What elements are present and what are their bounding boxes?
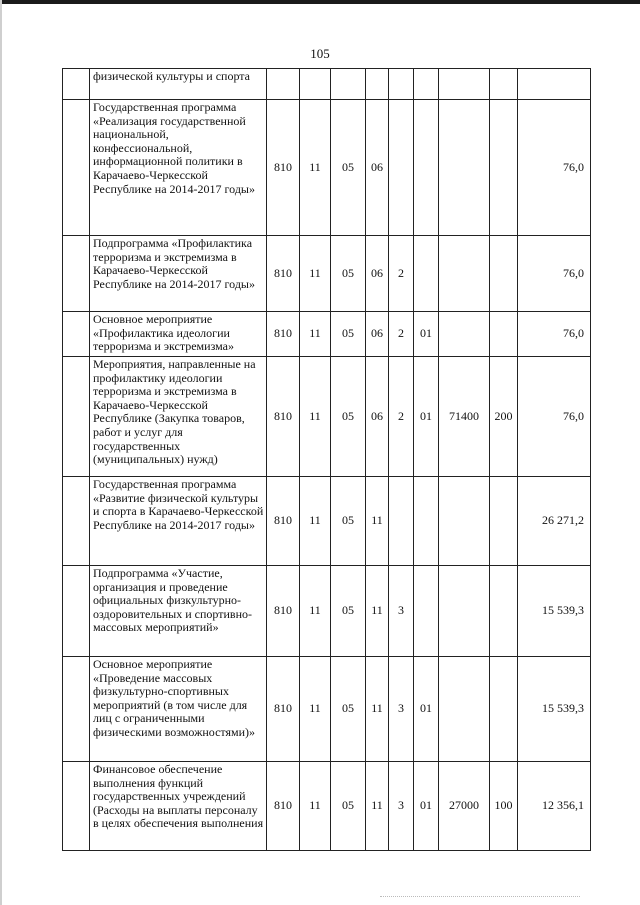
code-col-2-cell: 11: [300, 657, 331, 762]
table-row: [63, 100, 591, 236]
code-col-2-cell: 11: [300, 566, 331, 657]
code-col-4-cell: 11: [366, 566, 389, 657]
code-col-6-cell: [414, 477, 439, 566]
code-col-6-cell: [414, 236, 439, 312]
code-col-8-cell: 100: [490, 762, 518, 851]
description-cell: Основное мероприятие «Профилактика идеологии терроризма и экстремизма»: [90, 312, 267, 357]
amount-cell: 76,0: [518, 100, 591, 236]
code-col-3-cell: 05: [331, 312, 366, 357]
row-index-cell: [63, 312, 90, 357]
code-col-7-cell: [439, 566, 490, 657]
code-col-4-cell: 11: [366, 762, 389, 851]
scan-left-edge: [0, 0, 2, 905]
row-index-cell: [63, 566, 90, 657]
code-col-8-cell: [490, 477, 518, 566]
description-cell: Подпрограмма «Участие, организация и проведение официальных физкультурно-оздоровительных и спортивно-массовых мероприятий»: [90, 566, 267, 657]
code-col-7-cell: [439, 312, 490, 357]
table-row: [63, 762, 591, 851]
description-cell: Подпрограмма «Профилактика терроризма и экстремизма в Карачаево-Черкесской Республике на 2014-2017 годы»: [90, 236, 267, 312]
code-col-8-cell: 200: [490, 357, 518, 477]
code-col-3-cell: 05: [331, 100, 366, 236]
code-col-7-cell: [439, 100, 490, 236]
code-col-4-cell: 06: [366, 100, 389, 236]
code-col-7-cell: [439, 657, 490, 762]
table-row: [63, 236, 591, 312]
code-col-7-cell: [439, 477, 490, 566]
code-col-5-cell: 3: [389, 566, 414, 657]
code-col-3-cell: 05: [331, 657, 366, 762]
code-col-1-cell: 810: [267, 657, 300, 762]
code-col-7-cell: [439, 69, 490, 100]
code-col-7-cell: 71400: [439, 357, 490, 477]
code-col-8-cell: [490, 312, 518, 357]
code-col-3-cell: [331, 69, 366, 100]
code-col-6-cell: [414, 566, 439, 657]
code-col-6-cell: [414, 100, 439, 236]
code-col-1-cell: 810: [267, 357, 300, 477]
row-index-cell: [63, 69, 90, 100]
code-col-4-cell: 06: [366, 312, 389, 357]
code-col-3-cell: 05: [331, 566, 366, 657]
code-col-4-cell: 06: [366, 236, 389, 312]
table-row: [63, 657, 591, 762]
code-col-1-cell: [267, 69, 300, 100]
code-col-2-cell: 11: [300, 236, 331, 312]
table-body: [63, 69, 591, 851]
code-col-1-cell: 810: [267, 236, 300, 312]
page-number: 105: [310, 46, 330, 61]
code-col-6-cell: 01: [414, 312, 439, 357]
code-col-5-cell: 3: [389, 657, 414, 762]
code-col-4-cell: 11: [366, 657, 389, 762]
code-col-1-cell: 810: [267, 312, 300, 357]
code-col-8-cell: [490, 657, 518, 762]
table-row: [63, 566, 591, 657]
table-row: [63, 357, 591, 477]
code-col-6-cell: [414, 69, 439, 100]
code-col-1-cell: 810: [267, 566, 300, 657]
scan-top-border: [0, 0, 640, 4]
code-col-8-cell: [490, 69, 518, 100]
code-col-5-cell: 2: [389, 357, 414, 477]
code-col-1-cell: 810: [267, 100, 300, 236]
code-col-2-cell: 11: [300, 477, 331, 566]
code-col-5-cell: [389, 100, 414, 236]
description-cell: Государственная программа «Развитие физической культуры и спорта в Карачаево-Черкесской Республике на 2014-2017 годы»: [90, 477, 267, 566]
amount-cell: 76,0: [518, 357, 591, 477]
code-col-2-cell: 11: [300, 312, 331, 357]
scan-artifact: [380, 896, 580, 899]
code-col-4-cell: 11: [366, 477, 389, 566]
code-col-3-cell: 05: [331, 762, 366, 851]
amount-cell: 12 356,1: [518, 762, 591, 851]
code-col-3-cell: 05: [331, 477, 366, 566]
code-col-3-cell: 05: [331, 357, 366, 477]
code-col-4-cell: 06: [366, 357, 389, 477]
code-col-1-cell: 810: [267, 762, 300, 851]
row-index-cell: [63, 762, 90, 851]
code-col-6-cell: 01: [414, 357, 439, 477]
amount-cell: 15 539,3: [518, 657, 591, 762]
table-row: [63, 69, 591, 100]
row-index-cell: [63, 477, 90, 566]
code-col-8-cell: [490, 236, 518, 312]
code-col-3-cell: 05: [331, 236, 366, 312]
code-col-7-cell: [439, 236, 490, 312]
table-row: [63, 477, 591, 566]
description-cell: Мероприятия, направленные на профилактику идеологии терроризма и экстремизма в Карачаево-Черкесской Республике (Закупка товаров, работ и услуг для государственных (муниципальных) нужд): [90, 357, 267, 477]
budget-table: [62, 68, 591, 851]
amount-cell: 26 271,2: [518, 477, 591, 566]
amount-cell: 76,0: [518, 236, 591, 312]
table-row: [63, 312, 591, 357]
amount-cell: [518, 69, 591, 100]
code-col-7-cell: 27000: [439, 762, 490, 851]
description-cell: Основное мероприятие «Проведение массовых физкультурно-спортивных мероприятий (в том числе для лиц с ограниченными физическими возможностями)»: [90, 657, 267, 762]
code-col-2-cell: 11: [300, 357, 331, 477]
description-cell: Государственная программа «Реализация государственной национальной, конфессиональной, информационной политики в Карачаево-Черкесской Республике на 2014-2017 годы»: [90, 100, 267, 236]
code-col-8-cell: [490, 566, 518, 657]
code-col-2-cell: 11: [300, 762, 331, 851]
code-col-5-cell: 3: [389, 762, 414, 851]
code-col-5-cell: 2: [389, 312, 414, 357]
row-index-cell: [63, 236, 90, 312]
code-col-5-cell: [389, 477, 414, 566]
code-col-2-cell: 11: [300, 100, 331, 236]
amount-cell: 76,0: [518, 312, 591, 357]
description-cell: Финансовое обеспечение выполнения функций государственных учреждений (Расходы на выплаты персоналу в целях обеспечения выполнения: [90, 762, 267, 851]
code-col-5-cell: 2: [389, 236, 414, 312]
code-col-6-cell: 01: [414, 657, 439, 762]
code-col-8-cell: [490, 100, 518, 236]
code-col-2-cell: [300, 69, 331, 100]
code-col-5-cell: [389, 69, 414, 100]
code-col-4-cell: [366, 69, 389, 100]
amount-cell: 15 539,3: [518, 566, 591, 657]
row-index-cell: [63, 357, 90, 477]
row-index-cell: [63, 657, 90, 762]
description-cell: физической культуры и спорта: [90, 69, 267, 100]
code-col-6-cell: 01: [414, 762, 439, 851]
row-index-cell: [63, 100, 90, 236]
code-col-1-cell: 810: [267, 477, 300, 566]
